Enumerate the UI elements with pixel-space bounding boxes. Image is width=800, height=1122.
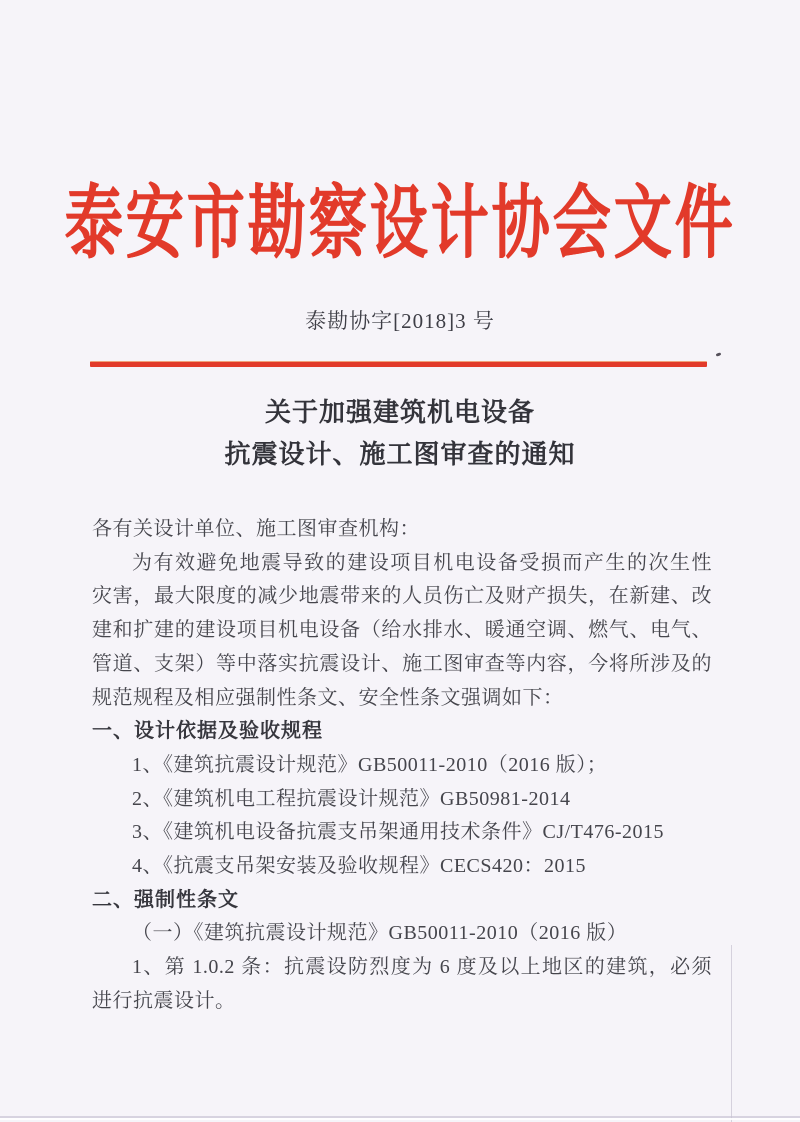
- section-2-heading: 二、强制性条文: [92, 888, 239, 911]
- scan-artifact-speck: [716, 352, 722, 357]
- scan-artifact-fold-line: [731, 945, 732, 1122]
- subject-title-line2: 抗震设计、施工图审查的通知: [224, 440, 576, 469]
- salutation: 各有关设计单位、施工图审查机构：: [92, 518, 420, 540]
- subject-title-line1: 关于加强建筑机电设备: [264, 398, 535, 427]
- section-1-heading: 一、设计依据及验收规程: [92, 720, 323, 743]
- reference-item-1: 1、《建筑抗震设计规范》GB50011-2010（2016 版）；: [132, 753, 608, 776]
- reference-item-2: 2、《建筑机电工程抗震设计规范》GB50981-2014: [132, 787, 571, 810]
- red-divider-line: [90, 361, 707, 367]
- scan-artifact-bottom-edge: [0, 1116, 800, 1118]
- doc-number: 泰勘协字[2018]3 号: [305, 309, 495, 333]
- org-title: 泰安市勘察设计协会文件: [64, 178, 736, 269]
- reference-item-3: 3、《建筑机电设备抗震支吊架通用技术条件》CJ/T476-2015: [132, 821, 665, 844]
- intro-paragraph-line: 为有效避免地震导致的建设项目机电设备受损而产生的次生性: [132, 551, 712, 574]
- clause-1-line: 进行抗震设计。: [92, 989, 236, 1012]
- subsection-1-heading: （一）《建筑抗震设计规范》GB50011-2010（2016 版）: [132, 922, 628, 945]
- intro-paragraph-line: 规范规程及相应强制性条文、安全性条文强调如下：: [92, 686, 564, 709]
- document-body: [92, 513, 712, 1019]
- reference-item-4: 4、《抗震支吊架安装及验收规程》CECS420：2015: [132, 855, 587, 878]
- subject-title: [0, 392, 800, 476]
- intro-paragraph-line: 管道、支架）等中落实抗震设计、施工图审查等内容，今将所涉及的: [92, 652, 712, 675]
- clause-1-line: 1、第 1.0.2 条：抗震设防烈度为 6 度及以上地区的建筑，必须: [132, 956, 712, 979]
- intro-paragraph-line: 灾害，最大限度的减少地震带来的人员伤亡及财产损失，在新建、改: [92, 585, 712, 608]
- intro-paragraph-line: 建和扩建的建设项目机电设备（给水排水、暖通空调、燃气、电气、: [92, 619, 712, 642]
